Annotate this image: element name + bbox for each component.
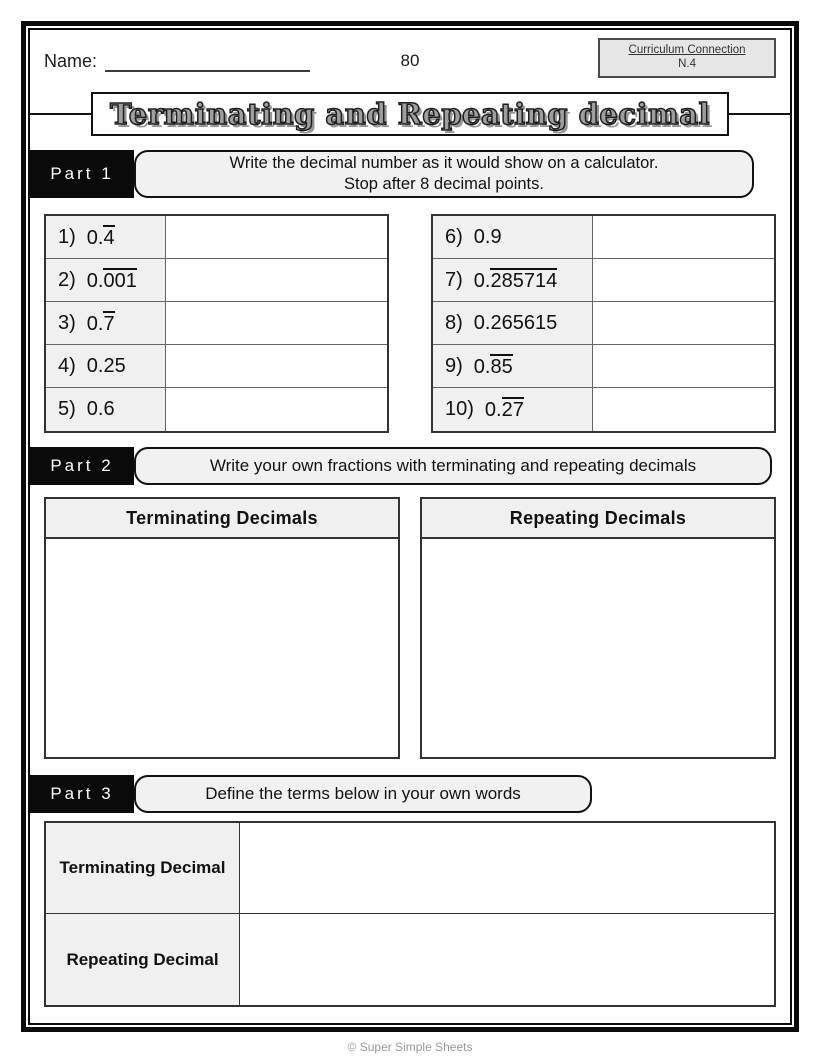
definition-writing-area[interactable] [240, 914, 774, 1005]
table-row [46, 823, 774, 914]
problem-number: 6) [445, 225, 463, 248]
part2-category-boxes [44, 497, 776, 759]
problem-number: 2) [58, 268, 76, 291]
repeating-decimals-writing-area[interactable] [422, 539, 774, 757]
problem-number: 4) [58, 354, 76, 377]
name-block [44, 38, 401, 84]
curriculum-code: N.4 [678, 58, 696, 70]
header [44, 38, 776, 84]
table-row [46, 302, 387, 345]
problems-table-left [44, 214, 389, 433]
answer-cell[interactable] [166, 216, 387, 258]
part1-header [30, 150, 776, 198]
problem-number: 9) [445, 354, 463, 377]
page-title: Terminating and Repeating decimal [109, 97, 710, 131]
curriculum-connection-box [598, 38, 776, 78]
problem-value: 0.9 [473, 225, 502, 248]
problem-value: 0.6 [86, 398, 115, 420]
problem-number: 10) [445, 398, 474, 420]
terminating-decimals-header: Terminating Decimals [46, 499, 398, 539]
part3-instructions: Define the terms below in your own words [134, 775, 592, 813]
problem-value: 0.7 [86, 312, 115, 335]
problem-value: 0.25 [86, 354, 126, 377]
repeating-overline: 285714 [490, 269, 558, 292]
repeating-decimals-box [420, 497, 776, 759]
part2-instructions: Write your own fractions with terminating and repeating decimals [134, 447, 772, 485]
part1-tables [44, 214, 776, 433]
repeating-overline: 001 [103, 269, 137, 292]
part3-label: Part 3 [30, 775, 134, 813]
problem-value: 0.285714 [473, 269, 558, 292]
terminating-decimals-writing-area[interactable] [46, 539, 398, 757]
title-box [91, 92, 729, 136]
table-row [46, 914, 774, 1005]
problem-value: 0.27 [484, 399, 524, 421]
title-banner [44, 92, 776, 136]
problem-value: 0.001 [86, 269, 137, 292]
part1-label: Part 1 [30, 150, 134, 198]
terminating-decimals-box [44, 497, 400, 759]
problem-number: 5) [58, 398, 76, 420]
problem-number: 8) [445, 311, 463, 334]
table-row [433, 259, 774, 302]
term-repeating-decimal: Repeating Decimal [46, 914, 240, 1005]
problem-number: 1) [58, 225, 76, 248]
answer-cell[interactable] [593, 259, 774, 301]
copyright-credit: © Super Simple Sheets [347, 1040, 473, 1054]
part3-header [30, 775, 776, 813]
part1-instructions-line2: Stop after 8 decimal points. [344, 175, 544, 193]
table-row [433, 216, 774, 259]
table-row [46, 259, 387, 302]
table-row [433, 302, 774, 345]
table-row [433, 345, 774, 388]
answer-cell[interactable] [593, 388, 774, 431]
definition-writing-area[interactable] [240, 823, 774, 913]
curriculum-connection-title: Curriculum Connection [628, 44, 746, 56]
table-row [433, 388, 774, 431]
part1-instructions [134, 150, 754, 198]
problem-number: 7) [445, 268, 463, 291]
name-label: Name: [44, 50, 98, 71]
page-inner-border [28, 28, 792, 1025]
answer-cell[interactable] [166, 302, 387, 344]
answer-cell[interactable] [593, 302, 774, 344]
part2-label: Part 2 [30, 447, 134, 485]
term-terminating-decimal: Terminating Decimal [46, 823, 240, 913]
problem-number: 3) [58, 311, 76, 334]
repeating-decimals-header: Repeating Decimals [422, 499, 774, 539]
answer-cell[interactable] [166, 259, 387, 301]
definitions-table [44, 821, 776, 1007]
repeating-overline: 4 [103, 226, 115, 249]
problem-value: 0.85 [473, 355, 513, 378]
name-input-line[interactable] [105, 50, 310, 72]
part1-instructions-line1: Write the decimal number as it would show on a calculator. [229, 153, 659, 172]
problems-table-right [431, 214, 776, 433]
repeating-overline: 85 [490, 355, 513, 378]
header-right [419, 38, 776, 84]
answer-cell[interactable] [593, 216, 774, 258]
page-border [21, 21, 799, 1032]
table-row [46, 345, 387, 388]
repeating-overline: 7 [103, 312, 115, 335]
problem-value: 0.4 [86, 226, 115, 249]
answer-cell[interactable] [593, 345, 774, 387]
part2-header [30, 447, 776, 485]
table-row [46, 216, 387, 259]
repeating-overline: 27 [501, 399, 524, 421]
answer-cell[interactable] [166, 388, 387, 431]
page-number: 80 [400, 51, 420, 70]
problem-value: 0.265615 [473, 311, 558, 334]
table-row [46, 388, 387, 431]
answer-cell[interactable] [166, 345, 387, 387]
